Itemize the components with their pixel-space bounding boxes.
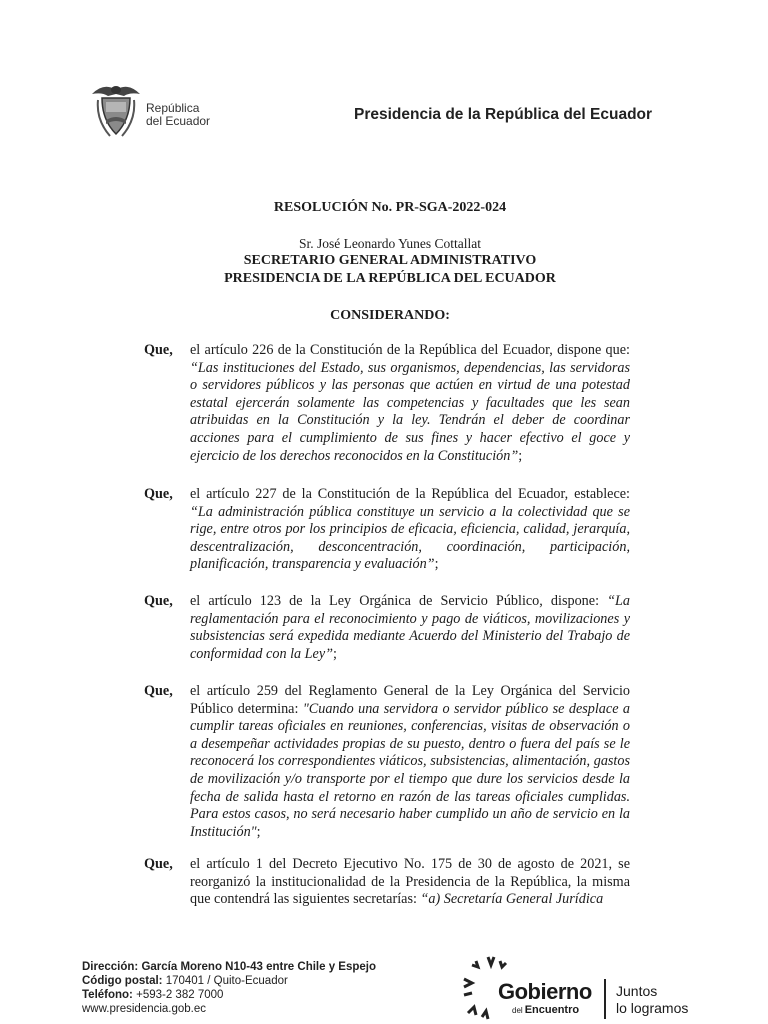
clause-226 [144, 342, 630, 465]
footer-contact [82, 960, 376, 1016]
footer-address: Dirección: García Moreno N10-43 entre Chile y Espejo [82, 961, 377, 973]
clause-259 [144, 683, 630, 841]
signer-organization: PRESIDENCIA DE LA REPÚBLICA DEL ECUADOR [224, 271, 556, 286]
clause-text: el artículo 259 del Reglamento General de la Ley Orgánica del Servicio Público determina: [190, 683, 630, 717]
signer-name: Sr. José Leonardo Yunes Cottallat [298, 236, 482, 251]
clause-label: Que, [144, 342, 173, 358]
encuentro-wordmark: del Encuentro [512, 1004, 580, 1016]
clause-quote: “La administración pública constituye un servicio a la colectividad que se rige, entre otros por los principios de eficacia, eficiencia, calidad, jerarquía, descentralización, desconcentración, coordinación, participación, planificación, transparencia y evaluación” [190, 503, 630, 573]
coat-of-arms-icon [90, 80, 142, 142]
clause-227 [144, 486, 630, 574]
clause-quote: “Las instituciones del Estado, sus organismos, dependencias, las servidoras o servidores públicos y las personas que actúen en virtud de una potestad estatal ejercerán solamente las competencias y facultades que les sean atribuidas en la Constitución y la ley. Tendrán el deber de coordinar acciones para el cumplimiento de sus fines y hacer efectivo el goce y ejercicio de los derechos reconocidos en la Constitución” [190, 359, 630, 464]
considerando-heading: CONSIDERANDO: [330, 308, 450, 323]
gobierno-logo [458, 955, 728, 1023]
clause-tail: ; [518, 447, 523, 464]
clause-123 [144, 593, 630, 663]
letterhead [0, 0, 768, 160]
footer-phone: Teléfono: +593-2 382 7000 [82, 989, 224, 1001]
signer-title: SECRETARIO GENERAL ADMINISTRATIVO [243, 253, 537, 268]
clause-tail: ; [333, 645, 337, 662]
clause-label: Que, [144, 856, 173, 872]
footer-postal: Código postal: 170401 / Quito-Ecuador [82, 975, 288, 987]
clause-quote: “a) Secretaría General Jurídica [420, 891, 604, 908]
clause-quote: "Cuando una servidora o servidor público se desplace a cumplir tareas oficiales en reuniones, conferencias, visitas de observación o a desempeñar actividades propias de su puesto, dentro o fuera del país se le reconocerá los correspondientes viáticos, subsistencias, alimentación, gastos de movilización y/o transporte por el tiempo que dure los servicios desde la fecha de salida hasta el retorno en razón de las tareas oficiales cumplidas. Para estos casos, no será necesario haber cumplido un año de servicio en la Institución" [190, 700, 630, 840]
clause-tail: ; [256, 823, 261, 840]
clause-label: Que, [144, 683, 173, 699]
clause-label: Que, [144, 486, 173, 502]
clause-decreto-175 [144, 856, 630, 909]
clause-text: el artículo 123 de la Ley Orgánica de Servicio Público, dispone: [190, 593, 608, 609]
footer-website[interactable]: www.presidencia.gob.ec [82, 1003, 207, 1015]
clause-text: el artículo 227 de la Constitución de la República del Ecuador, establece: [190, 486, 630, 502]
republic-name: República del Ecuador [146, 101, 211, 128]
clause-label: Que, [144, 593, 173, 609]
clause-text: el artículo 226 de la Constitución de la República del Ecuador, dispone que: [190, 342, 630, 358]
presidency-title: Presidencia de la República del Ecuador [354, 106, 653, 123]
slogan: Juntos lo logramos [616, 983, 689, 1016]
gobierno-wordmark: Gobierno [498, 979, 592, 1004]
clause-quote: “La reglamentación para el reconocimiento y pago de viáticos, movilizaciones y subsistencias será expedida mediante Acuerdo del Ministerio del Trabajo de conformidad con la Ley” [190, 593, 630, 662]
clause-tail: ; [434, 556, 439, 573]
resolution-number: RESOLUCIÓN No. PR-SGA-2022-024 [273, 200, 507, 215]
logo-divider [604, 979, 606, 1019]
clause-text: el artículo 1 del Decreto Ejecutivo No. 175 de 30 de agosto de 2021, se reorganizó la institucionalidad de la Presidencia de la República, la misma que contendrá las siguientes secretarías: [190, 856, 630, 908]
